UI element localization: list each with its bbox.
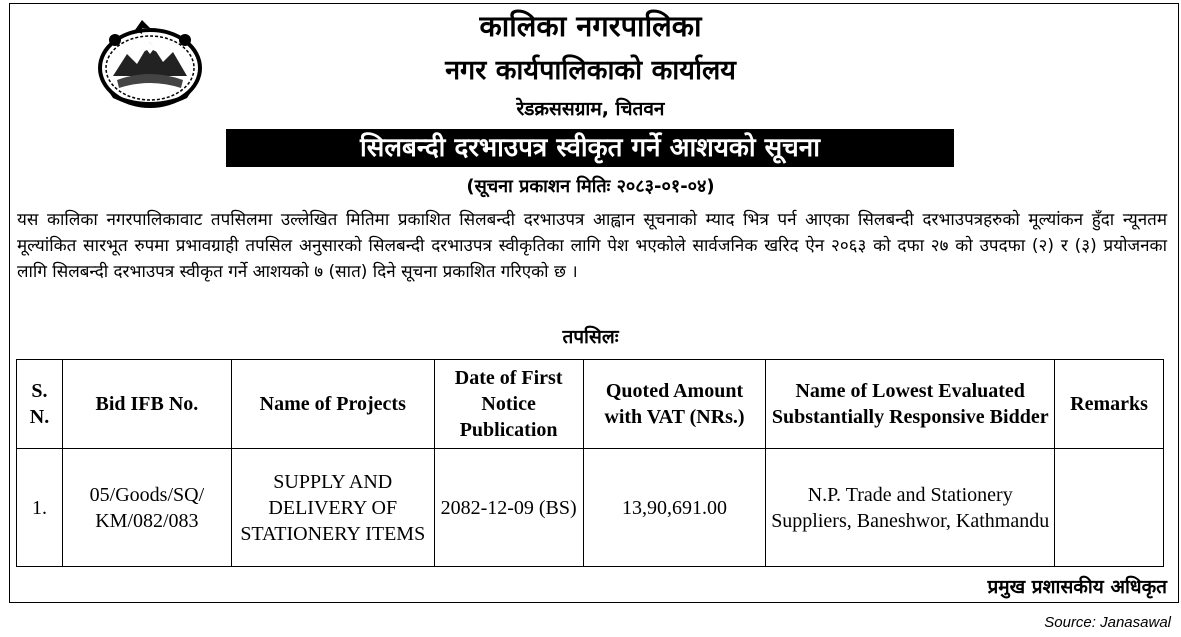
source-credit: Source: Janasawal xyxy=(1044,614,1171,631)
cell-quoted-amount: 13,90,691.00 xyxy=(583,449,766,567)
cell-lowest-bidder: N.P. Trade and Stationery Suppliers, Baneshwor, Kathmandu xyxy=(766,449,1055,567)
header-lowest-bidder: Name of Lowest Evaluated Substantially Responsive Bidder xyxy=(766,360,1055,449)
cell-notice-date: 2082-12-09 (BS) xyxy=(434,449,583,567)
municipality-name: कालिका नगरपालिका xyxy=(479,9,702,43)
table-heading: तपसिलः xyxy=(562,326,619,348)
header-notice-date: Date of First Notice Publication xyxy=(434,360,583,449)
office-address: रेडक्रससग्राम, चितवन xyxy=(516,98,665,120)
office-name: नगर कार्यपालिकाको कार्यालय xyxy=(445,55,736,86)
cell-sn: 1. xyxy=(17,449,63,567)
cell-remarks xyxy=(1055,449,1164,567)
table-row xyxy=(17,449,1164,567)
table-header-row xyxy=(17,360,1164,449)
cell-project-name: SUPPLY AND DELIVERY OF STATIONERY ITEMS xyxy=(231,449,434,567)
header-bid-ifb-no: Bid IFB No. xyxy=(62,360,231,449)
notice-body: यस कालिका नगरपालिकावाट तपसिलमा उल्लेखित मितिमा प्रकाशित सिलबन्दी दरभाउपत्र आह्वान सूचनाको म्याद भित्र पर्न आएका सिलबन्दी दरभाउपत्रहरुको मूल्यांकन हुँदा न्यूनतम मूल्यांकित सारभूत रुपमा प्रभावग्राही तपसिल अनुसारको सिलबन्दी दरभाउपत्र स्वीकृतिका लागि पेश भएकोले सार्वजनिक खरिद ऐन २०६३ को दफा २७ को उपदफा (२) र (३) प्रयोजनका लागि सिलबन्दी दरभाउपत्र स्वीकृत गर्ने आशयको ७ (सात) दिने सूचना प्रकाशित गरिएको छ । xyxy=(17,210,1167,282)
signatory-title: प्रमुख प्रशासकीय अधिकृत xyxy=(987,576,1167,598)
header-sn: S. N. xyxy=(17,360,63,449)
bid-table xyxy=(16,359,1164,567)
header-quoted-amount: Quoted Amount with VAT (NRs.) xyxy=(583,360,766,449)
notice-title: सिलबन्दी दरभाउपत्र स्वीकृत गर्ने आशयको सूचना xyxy=(226,129,954,167)
publication-date: (सूचना प्रकाशन मितिः २०८३-०१-०४) xyxy=(466,176,715,197)
cell-bid-ifb-no: 05/Goods/SQ/ KM/082/083 xyxy=(62,449,231,567)
header-remarks: Remarks xyxy=(1055,360,1164,449)
header-project-name: Name of Projects xyxy=(231,360,434,449)
